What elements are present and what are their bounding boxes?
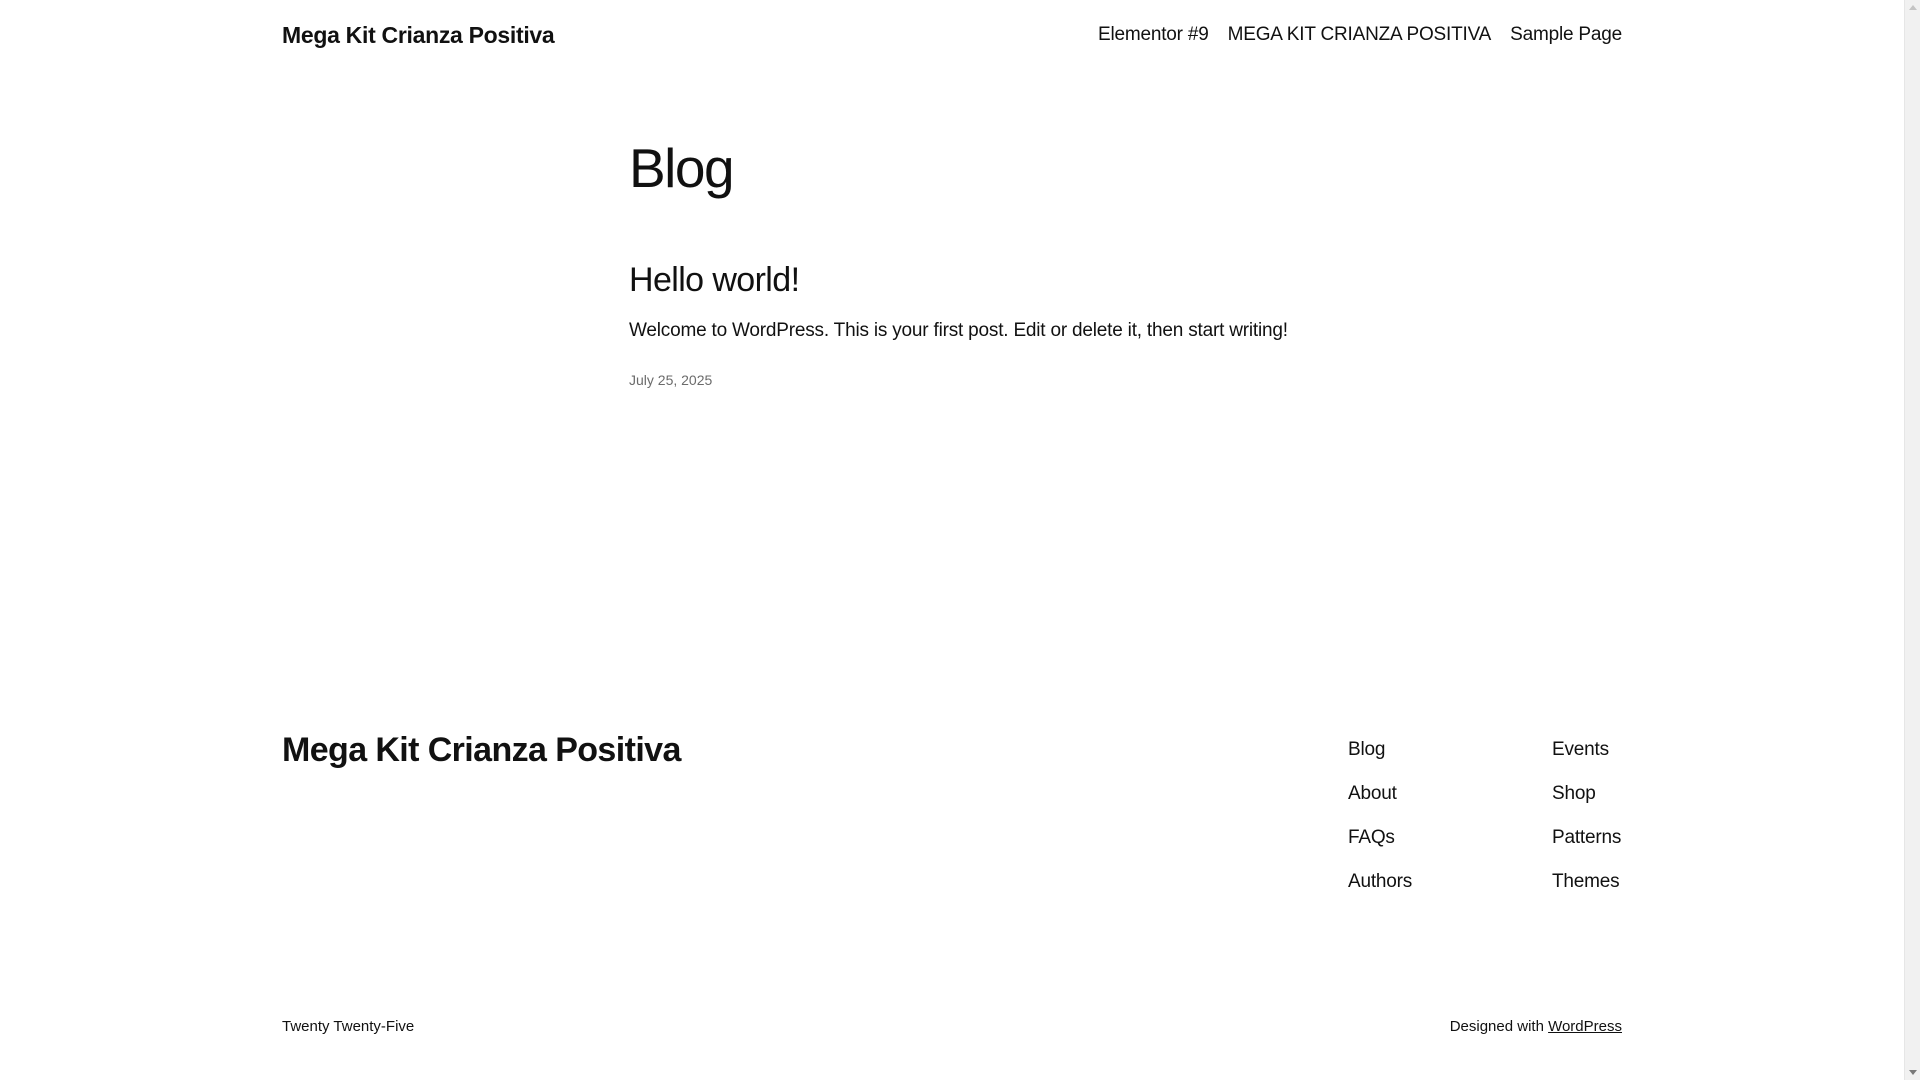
post-excerpt: Welcome to WordPress. This is your first post. Edit or delete it, then start writing!: [629, 320, 1288, 341]
nav-item-elementor-9[interactable]: Elementor #9: [1097, 24, 1209, 45]
footer-link-blog[interactable]: Blog: [1348, 739, 1386, 760]
footer-link-authors[interactable]: Authors: [1348, 871, 1413, 892]
footer-link-themes[interactable]: Themes: [1552, 871, 1620, 892]
footer-link-faqs[interactable]: FAQs: [1348, 827, 1395, 848]
vertical-scrollbar[interactable]: [1904, 0, 1920, 1080]
footer-link-shop[interactable]: Shop: [1552, 783, 1596, 804]
post-date[interactable]: July 25, 2025: [629, 372, 713, 388]
scroll-up-arrow-icon[interactable]: [1909, 5, 1917, 10]
site-title-link[interactable]: Mega Kit Crianza Positiva: [282, 21, 555, 48]
footer-nav-column-2: [1552, 728, 1621, 904]
designed-with-text: Designed with: [1449, 1018, 1544, 1035]
page-title: Blog: [629, 137, 734, 199]
footer-link-events[interactable]: Events: [1552, 739, 1609, 760]
footer-link-patterns[interactable]: Patterns: [1552, 827, 1622, 848]
theme-credit-link[interactable]: Twenty Twenty-Five: [282, 1018, 415, 1035]
main-content: [629, 130, 1349, 390]
wordpress-link[interactable]: WordPress: [1548, 1018, 1622, 1035]
post-item: [629, 258, 1349, 390]
designed-with-credit: [1450, 1018, 1622, 1035]
primary-nav: [1098, 24, 1622, 46]
post-title-link[interactable]: Hello world!: [629, 261, 800, 299]
nav-item-mega-kit[interactable]: MEGA KIT CRIANZA POSITIVA: [1227, 24, 1492, 45]
site-header: [282, 0, 1622, 70]
footer-nav-column-1: [1348, 728, 1412, 904]
scroll-down-arrow-icon[interactable]: [1909, 1070, 1917, 1075]
footer-link-about[interactable]: About: [1348, 783, 1397, 804]
footer-site-title[interactable]: Mega Kit Crianza Positiva: [282, 731, 681, 769]
nav-item-sample-page[interactable]: Sample Page: [1510, 24, 1622, 45]
